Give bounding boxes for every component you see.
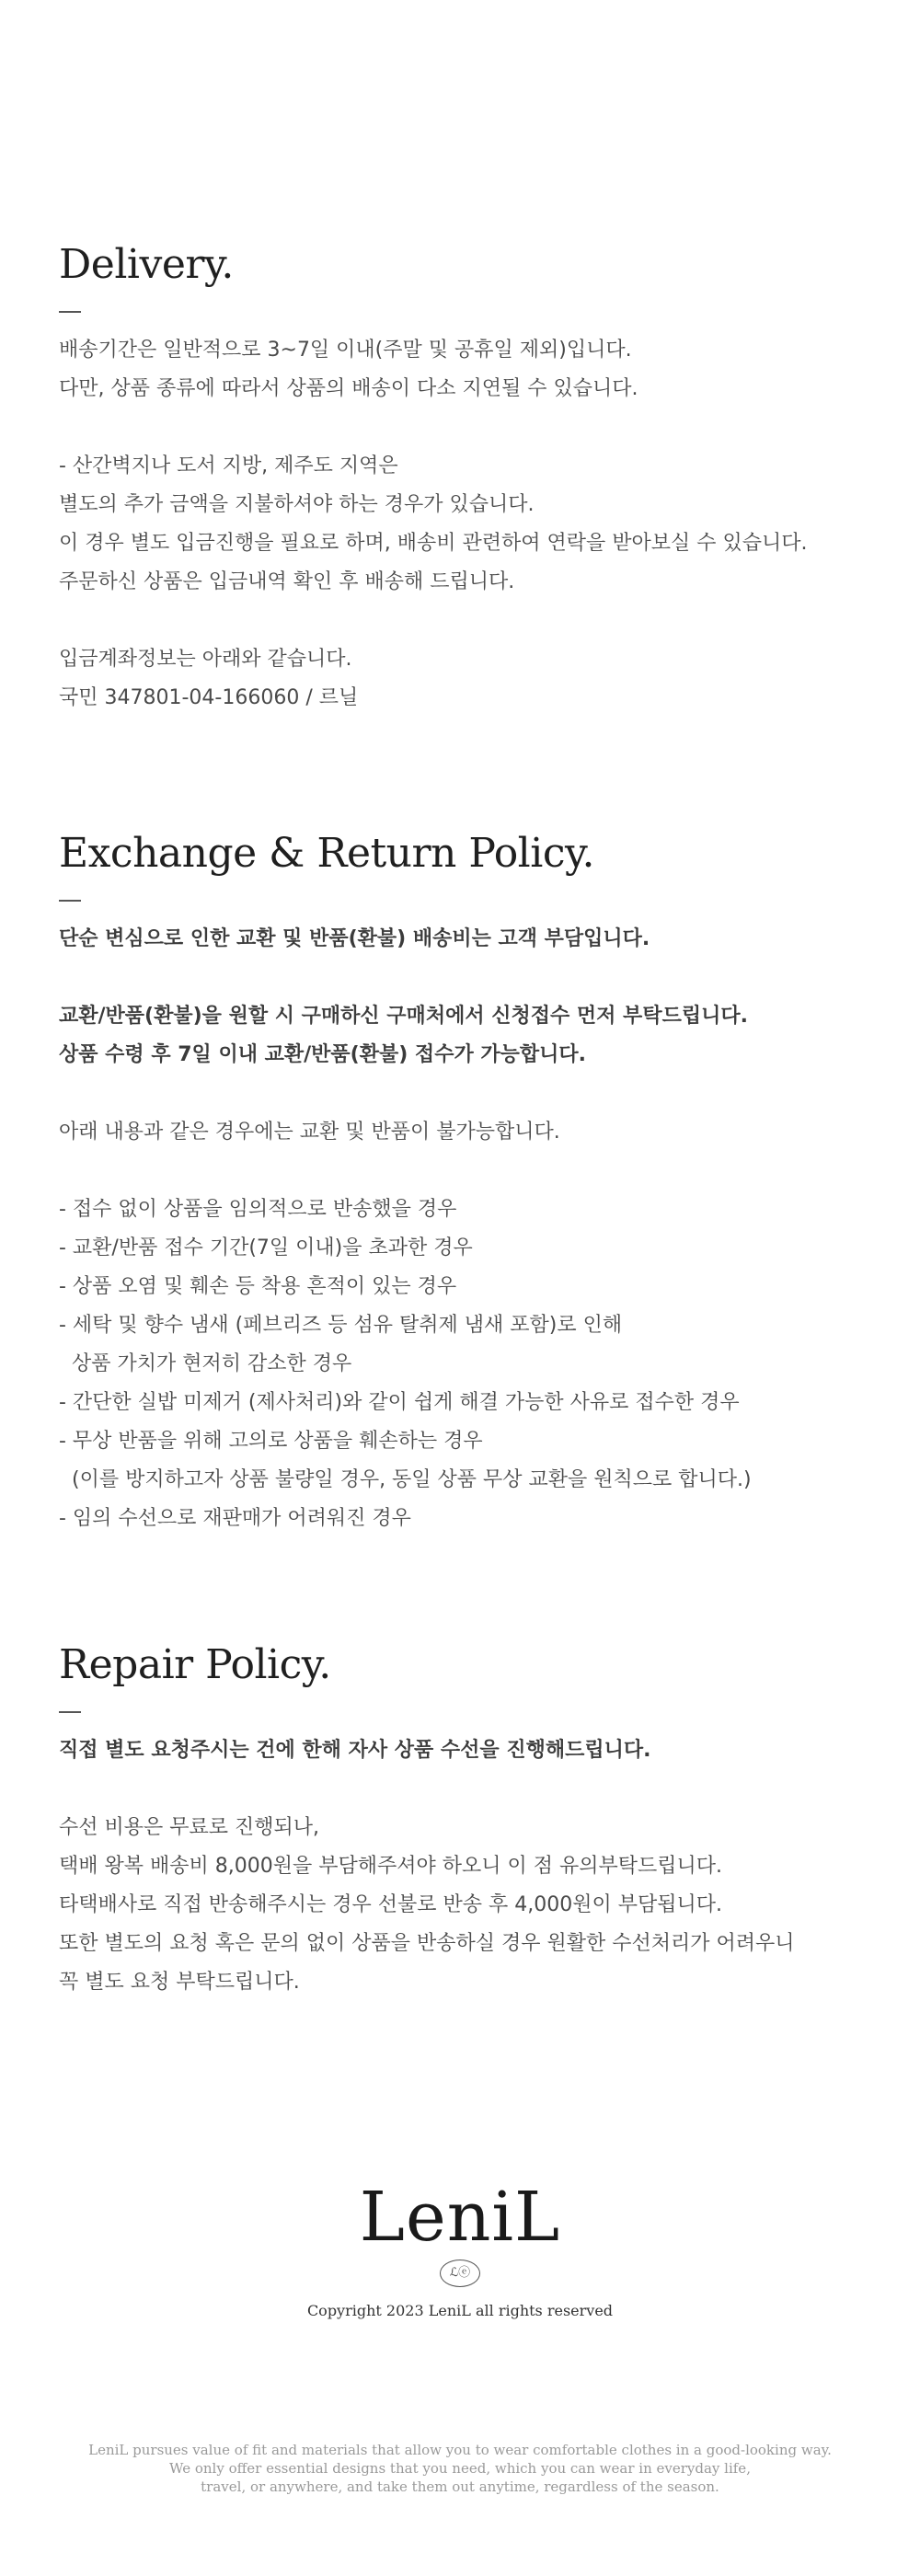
footer-brand (0, 2180, 920, 2319)
text-line: 교환/반품(환불)을 원할 시 구매하신 구매처에서 신청접수 먼저 부탁드립니다. (59, 1005, 748, 1028)
repair-title: Repair Policy. (59, 1641, 331, 1688)
blank-line (59, 959, 868, 997)
text-line: 꼭 별도 요청 부탁드립니다. (59, 1971, 300, 1994)
text-line: 상품 가치가 현저히 감소한 경우 (59, 1352, 352, 1375)
text-line: - 상품 오염 및 훼손 등 착용 흔적이 있는 경우 (59, 1275, 457, 1298)
text-line: 수선 비용은 무료로 진행되나, (59, 1816, 319, 1839)
text-line: 상품 수령 후 7일 이내 교환/반품(환불) 접수가 가능합니다. (59, 1043, 586, 1066)
repair-body (59, 1731, 868, 2002)
tagline-line: travel, or anywhere, and take them out anytime, regardless of the season. (201, 2478, 719, 2495)
text-line: - 산간벽지나 도서 지방, 제주도 지역은 (59, 454, 398, 477)
exchange-title: Exchange & Return Policy. (59, 830, 594, 877)
exchange-section (59, 826, 868, 1538)
title-divider (59, 1711, 81, 1713)
delivery-title: Delivery. (59, 241, 234, 288)
text-line: 다만, 상품 종류에 따라서 상품의 배송이 다소 지연될 수 있습니다. (59, 377, 638, 400)
text-line: - 무상 반품을 위해 고의로 상품을 훼손하는 경우 (59, 1430, 483, 1453)
copyright-text: Copyright 2023 LeniL all rights reserved (306, 2302, 614, 2319)
text-line: - 임의 수선으로 재판매가 어려워진 경우 (59, 1507, 411, 1530)
delivery-section (59, 237, 868, 718)
text-line: 주문하신 상품은 입금내역 확인 후 배송해 드립니다. (59, 570, 515, 593)
text-line: 국민 347801-04-166060 / 르닐 (59, 686, 359, 709)
blank-line (59, 1770, 868, 1809)
text-line: - 접수 없이 상품을 임의적으로 반송했을 경우 (59, 1198, 457, 1221)
brand-logo: LeniL (359, 2178, 561, 2257)
delivery-body (59, 331, 868, 718)
text-line: 단순 변심으로 인한 교환 및 반품(환불) 배송비는 고객 부담입니다. (59, 927, 650, 950)
text-line: 아래 내용과 같은 경우에는 교환 및 반품이 불가능합니다. (59, 1121, 560, 1144)
blank-line (59, 1075, 868, 1113)
text-line: 입금계좌정보는 아래와 같습니다. (59, 648, 352, 671)
blank-line (59, 408, 868, 447)
text-line: 택배 왕복 배송비 8,000원을 부담해주셔야 하오니 이 점 유의부탁드립니다. (59, 1855, 722, 1878)
brand-mark-icon: ℒⓔ (440, 2260, 480, 2287)
text-line: - 간단한 실밥 미제거 (제사처리)와 같이 쉽게 해결 가능한 사유로 접수한 경우 (59, 1391, 740, 1414)
tagline-line: We only offer essential designs that you need, which you can wear in everyday life, (169, 2460, 751, 2477)
repair-section (59, 1638, 868, 2002)
text-line: - 세탁 및 향수 냄새 (페브리즈 등 섬유 탈취제 냄새 포함)로 인해 (59, 1314, 623, 1337)
text-line: 또한 별도의 요청 혹은 문의 없이 상품을 반송하실 경우 원활한 수선처리가 어려우니 (59, 1932, 795, 1955)
text-line: (이를 방지하고자 상품 불량일 경우, 동일 상품 무상 교환을 원칙으로 합니다.) (59, 1468, 752, 1491)
text-line: 직접 별도 요청주시는 건에 한해 자사 상품 수선을 진행해드립니다. (59, 1739, 651, 1762)
title-divider (59, 311, 81, 313)
blank-line (59, 1152, 868, 1190)
text-line: 배송기간은 일반적으로 3~7일 이내(주말 및 공휴일 제외)입니다. (59, 339, 632, 362)
text-line: - 교환/반품 접수 기간(7일 이내)을 초과한 경우 (59, 1236, 473, 1259)
text-line: 타택배사로 직접 반송해주시는 경우 선불로 반송 후 4,000원이 부담됩니다. (59, 1893, 722, 1916)
blank-line (59, 602, 868, 640)
text-line: 이 경우 별도 입금진행을 필요로 하며, 배송비 관련하여 연락을 받아보실 수 있습니다. (59, 532, 808, 555)
tagline-line: LeniL pursues value of fit and materials that allow you to wear comfortable clothes in a good-looking way. (88, 2442, 832, 2458)
text-line: 별도의 추가 금액을 지불하셔야 하는 경우가 있습니다. (59, 493, 535, 516)
exchange-body (59, 920, 868, 1538)
footer-tagline (0, 2441, 920, 2496)
title-divider (59, 900, 81, 902)
